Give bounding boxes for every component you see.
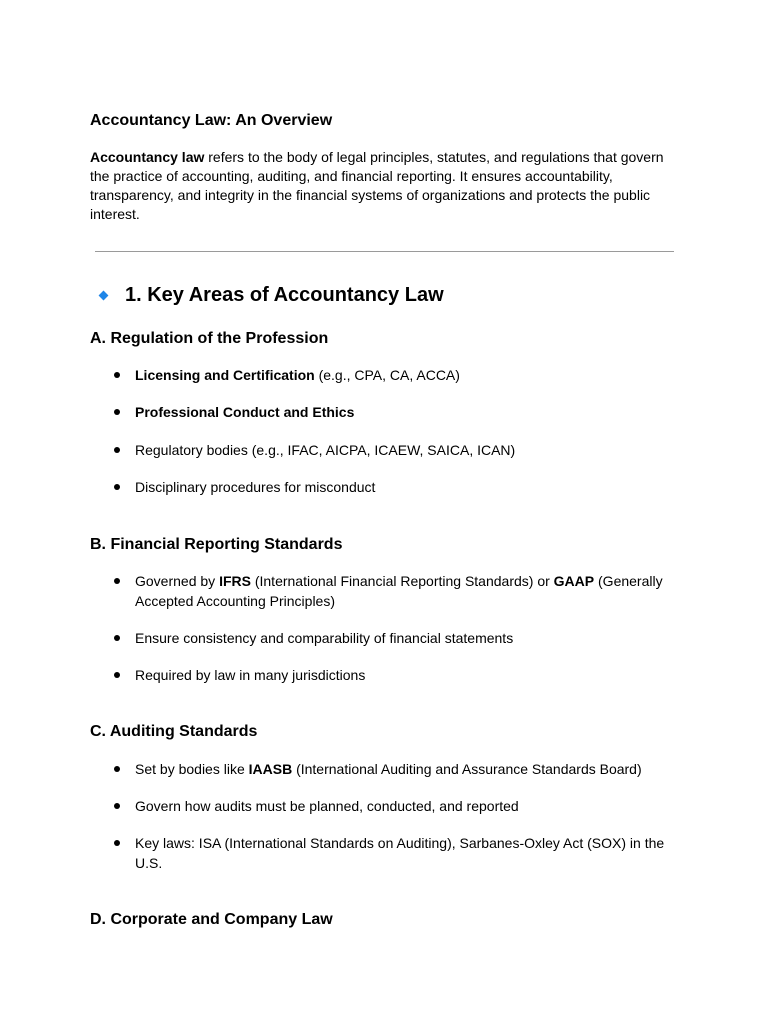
item-bold: Professional Conduct and Ethics [135, 404, 355, 420]
list-item [114, 365, 674, 385]
item-text: (e.g., CPA, CA, ACCA) [314, 367, 460, 383]
item-bold: Licensing and Certification [135, 367, 315, 383]
list-item [114, 628, 674, 648]
list-item [114, 440, 674, 460]
intro-paragraph [90, 148, 680, 224]
list-item [114, 665, 674, 685]
intro-text: refers to the body of legal principles, statutes, and regulations that govern the practice of accounting, auditing, and financial reporting. It ensures accountability, transparency, and integrity in the financial systems of organizations and protects the public interest. [90, 149, 664, 222]
list-item [114, 796, 674, 816]
item-bold: IFRS [219, 573, 251, 589]
intro-term: Accountancy law [90, 149, 205, 165]
subheading-regulation: A. Regulation of the Profession [90, 330, 329, 347]
item-text: Regulatory bodies (e.g., IFAC, AICPA, ICAEW, SAICA, ICAN) [135, 442, 516, 458]
subheading-auditing: C. Auditing Standards [90, 723, 258, 740]
list-item [114, 477, 674, 497]
item-text: Required by law in many jurisdictions [135, 667, 366, 683]
item-text: Disciplinary procedures for misconduct [135, 479, 376, 495]
item-text: Set by bodies like [135, 761, 249, 777]
section-heading-key-areas [97, 282, 444, 308]
list-item [114, 833, 674, 873]
list-item [114, 759, 674, 779]
subheading-financial-reporting: B. Financial Reporting Standards [90, 536, 343, 553]
item-text: Governed by [135, 573, 220, 589]
item-bold: IAASB [248, 761, 293, 777]
list-item [114, 402, 674, 422]
item-text: Ensure consistency and comparability of financial statements [135, 630, 514, 646]
item-text: Govern how audits must be planned, conducted, and reported [135, 798, 519, 814]
list-auditing [114, 759, 674, 873]
diamond-icon [99, 290, 109, 300]
list-regulation [114, 365, 674, 497]
list-financial-reporting [114, 571, 674, 685]
item-text: (International Financial Reporting Standards) or [250, 573, 554, 589]
list-item [114, 571, 674, 611]
subheading-corporate-law: D. Corporate and Company Law [90, 911, 333, 928]
section-heading-text: 1. Key Areas of Accountancy Law [125, 284, 444, 306]
item-text: (International Auditing and Assurance Standards Board) [292, 761, 642, 777]
item-text: (Generally Accepted Accounting Principles) [135, 573, 663, 609]
item-bold: GAAP [553, 573, 595, 589]
horizontal-divider [95, 251, 674, 252]
item-text: Key laws: ISA (International Standards on Auditing), Sarbanes-Oxley Act (SOX) in the U.S. [135, 835, 665, 871]
document-title: Accountancy Law: An Overview [90, 112, 333, 129]
